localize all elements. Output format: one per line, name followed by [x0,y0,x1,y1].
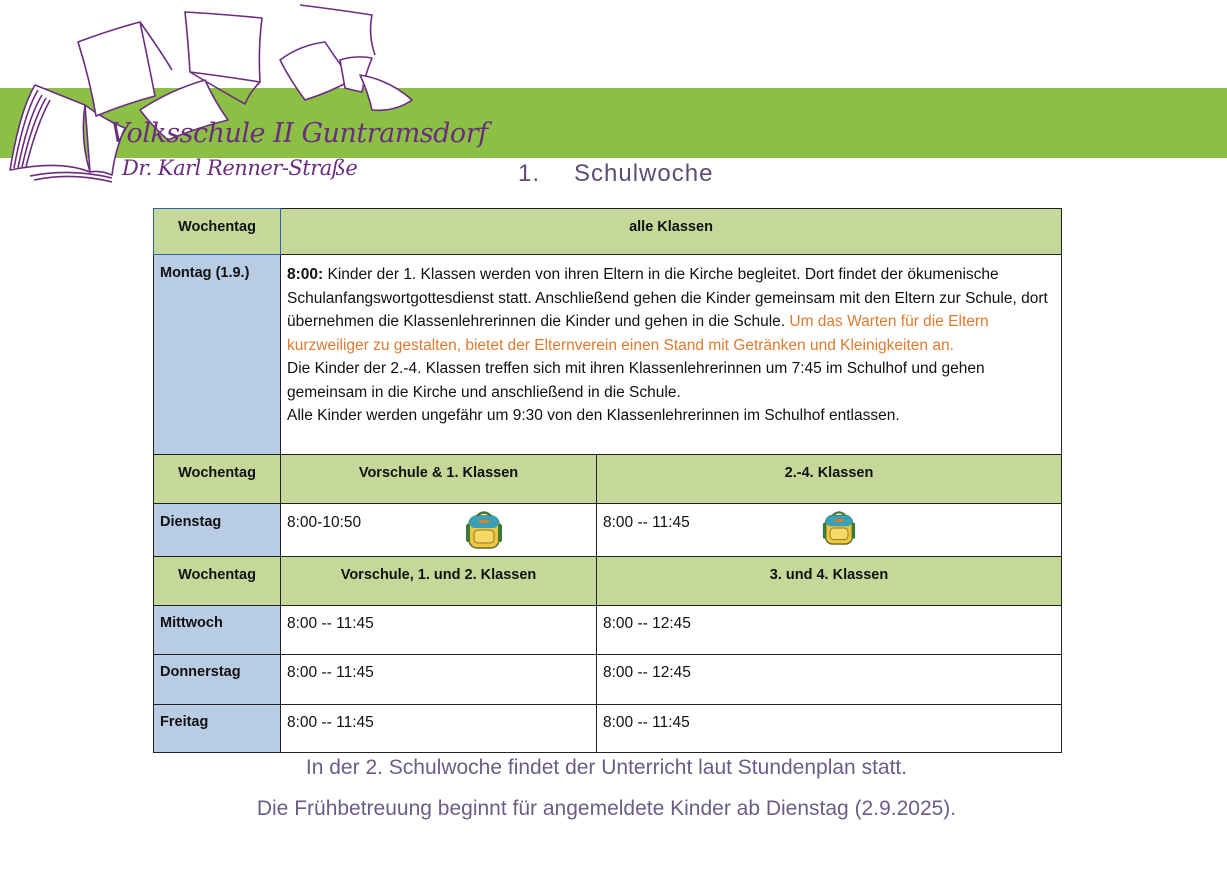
table-row [154,255,1062,455]
schedule-table [153,208,1062,753]
header-weekday: Wochentag [154,209,281,255]
thursday-col2: 8:00 -- 12:45 [597,655,1062,705]
header-weekday: Wochentag [154,455,281,504]
monday-text-3: Alle Kinder werden ungefähr um 9:30 von den Klassenlehrerinnen im Schulhof entlassen. [287,407,900,424]
wednesday-col2: 8:00 -- 12:45 [597,606,1062,655]
monday-text-1: Kinder der 1. Klassen werden von ihren Eltern in die Kirche begleitet. Dort findet der ökumenische Schulanfangswortgottesdienst statt. Anschließend gehen die Kinder gemeinsam mit den Eltern zur Schule, dort übernehmen die Klassenlehrerinnen die Kinder und gehen in die Schule. [287,266,1048,330]
header-preschool-first: Vorschule & 1. Klassen [281,455,597,504]
friday-col2: 8:00 -- 11:45 [597,705,1062,753]
day-wednesday: Mittwoch [154,606,281,655]
header-preschool-first-second: Vorschule, 1. und 2. Klassen [281,557,597,606]
monday-text-orange: Um das Warten für die Eltern kurzweiliger zu gestalten, bietet der Elternverein einen Stand mit Getränken und Kleinigkeiten an. [287,313,989,354]
friday-col1: 8:00 -- 11:45 [281,705,597,753]
header-weekday: Wochentag [154,557,281,606]
table-row [154,557,1062,606]
thursday-col1: 8:00 -- 11:45 [281,655,597,705]
table-row [154,655,1062,705]
title-number: 1. [518,160,541,187]
table-row [154,705,1062,753]
table-row [154,606,1062,655]
tuesday-col1: 8:00-10:50 [281,504,597,557]
footer-line-1: In der 2. Schulwoche findet der Unterricht laut Stundenplan statt. [305,756,908,779]
day-tuesday: Dienstag [154,504,281,557]
header-all-classes: alle Klassen [281,209,1062,255]
footer-line-2: Die Frühbetreuung beginnt für angemeldete Kinder ab Dienstag (2.9.2025). [256,797,957,820]
day-monday: Montag (1.9.) [154,255,281,455]
header-second-fourth: 2.-4. Klassen [597,455,1062,504]
table-row [154,455,1062,504]
tuesday-col2: 8:00 -- 11:45 [597,504,1062,557]
table-row [154,504,1062,557]
monday-text-2: Die Kinder der 2.-4. Klassen treffen sich mit ihren Klassenlehrerinnen um 7:45 im Schulhof und gehen gemeinsam in die Kirche und anschließend in die Schule. [287,360,985,401]
header-third-fourth: 3. und 4. Klassen [597,557,1062,606]
monday-time: 8:00: [287,266,324,283]
title-text: Schulwoche [574,160,714,187]
school-street: Dr. Karl Renner-Straße [122,156,358,180]
monday-description [281,255,1062,455]
day-friday: Freitag [154,705,281,753]
page-title [518,160,713,188]
backpack-icon [465,510,503,550]
backpack-icon [822,510,856,546]
wednesday-col1: 8:00 -- 11:45 [281,606,597,655]
school-name: Volksschule II Guntramsdorf [110,118,488,149]
day-thursday: Donnerstag [154,655,281,705]
table-row [154,209,1062,255]
